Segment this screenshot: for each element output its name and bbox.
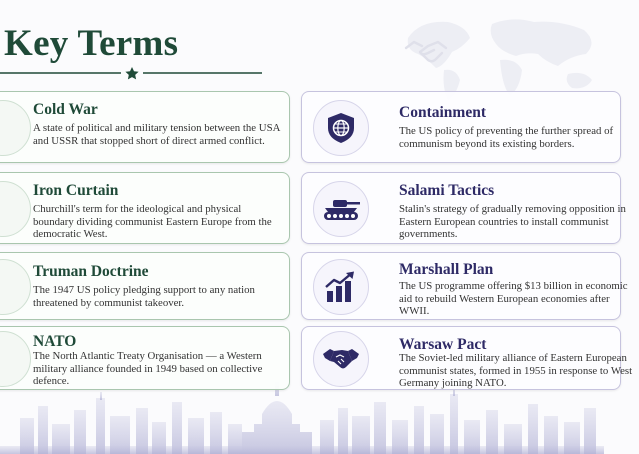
title-divider [0, 66, 262, 80]
capitol-skyline-background [0, 380, 604, 454]
term-title: NATO [33, 333, 77, 350]
handshake-icon [322, 346, 360, 372]
term-icon-circle [0, 100, 31, 156]
page-title: Key Terms [4, 23, 179, 64]
term-card-iron-curtain [0, 172, 290, 244]
term-title: Truman Doctrine [33, 263, 149, 280]
term-icon-circle [0, 331, 31, 387]
term-card-salami-tactics [301, 172, 626, 244]
rising-chart-icon [324, 271, 358, 303]
term-definition: The Soviet-led military alliance of Eastern European communist states, formed in 1955 in response to West Germany joining NATO. [399, 352, 633, 390]
term-card-truman-doctrine [0, 252, 290, 320]
icon-circle [313, 181, 369, 237]
term-card-containment [301, 91, 621, 163]
icon-circle [313, 100, 369, 156]
term-definition: The US programme offering $13 billion in economic aid to rebuild Western European economies after WWII. [399, 280, 628, 318]
term-card-nato [0, 326, 290, 390]
world-map-background [400, 8, 604, 103]
term-icon-circle [0, 181, 31, 237]
icon-circle [313, 331, 369, 387]
term-icon-circle [0, 259, 31, 315]
term-definition: Churchill's term for the ideological and physical boundary dividing communist Eastern Europe from the democratic West. [33, 203, 272, 241]
term-definition: A state of political and military tension between the USA and USSR that stopped short of direct armed conflict. [33, 122, 280, 147]
term-card-warsaw-pact [301, 326, 633, 390]
term-card-cold-war [0, 91, 290, 163]
icon-circle [313, 259, 369, 315]
term-definition: The US policy of preventing the further spread of communism beyond its existing borders. [399, 125, 614, 150]
term-definition: The North Atlantic Treaty Organisation — a Western military alliance founded in 1949 based on collective defence. [33, 350, 263, 388]
term-title: Iron Curtain [33, 182, 119, 199]
term-title: Cold War [33, 101, 98, 118]
term-title: Warsaw Pact [399, 336, 487, 353]
tank-icon [321, 196, 361, 222]
term-title: Containment [399, 104, 486, 121]
shield-globe-icon [325, 111, 357, 145]
term-definition: Stalin's strategy of gradually removing opposition in Eastern European countries to install communist governments. [399, 203, 626, 241]
term-card-marshall-plan [301, 252, 628, 320]
term-title: Salami Tactics [399, 182, 495, 199]
term-definition: The 1947 US policy pledging support to any nation threatened by communist takeover. [33, 284, 255, 309]
star-icon [125, 67, 138, 79]
term-title: Marshall Plan [399, 261, 494, 278]
